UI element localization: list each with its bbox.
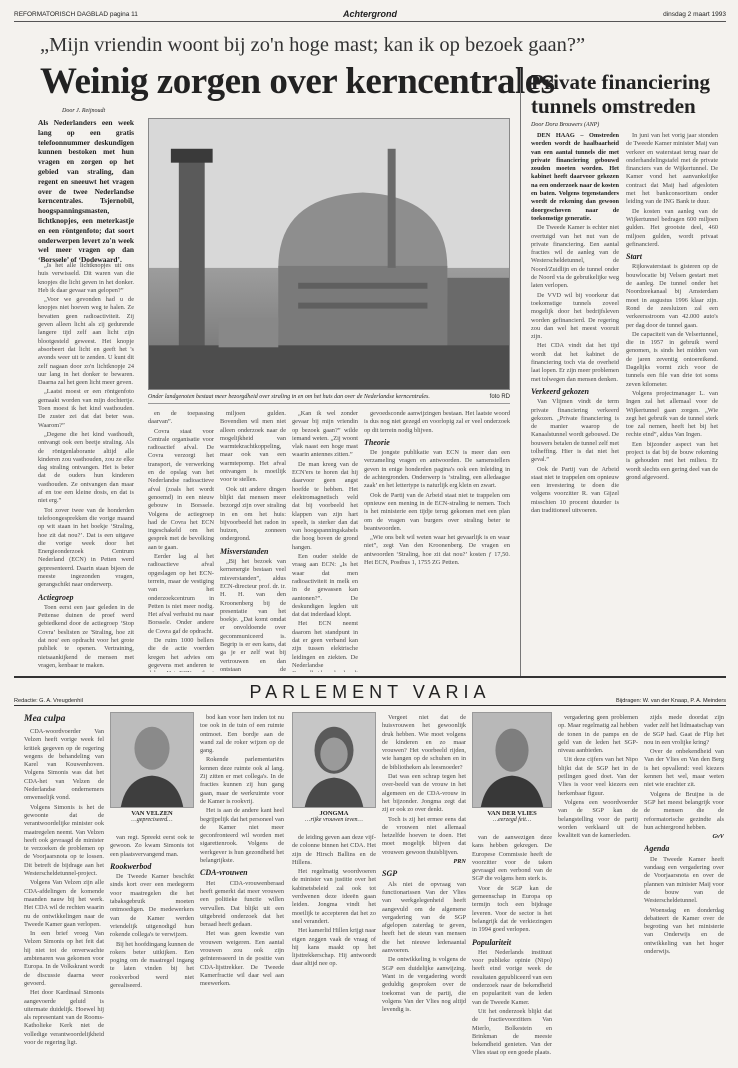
mea-culpa-title: Mea culpa: [24, 714, 66, 724]
paragraph: Het kamerlid Hillen krijgt naar eigen zeggen vaak de vraag of hij kans maakt op het lijsttrekkerschap. Hij antwoordt daar altijd nee op.: [292, 927, 376, 968]
col5b-paragraphs: [364, 449, 510, 567]
paragraph: bod kan voor hen inden tot nu toe ook in de tuin of een ruimte ontmoet. Een bordje aan de wand zal de roker wijzen op de gang.: [200, 714, 284, 755]
paragraph: miljoen gulden. Bovendien wil men niet alleen onderzoek naar de mogelijkheid van warmtekrachtkoppeling, maar ook van een warmtepomp. Het afval ontvangen is moeilijk voor te stellen.: [220, 410, 286, 484]
paragraph: De capaciteit van de Velsertunnel, die in 1957 in gebruik werd genomen, is sinds het midden van de jaren zeventig ontoereikend. Dagelijks vormt zich voor de tunnels een file van drie tot soms zeven kilometer.: [626, 330, 718, 388]
paragraph: Het CDA vindt dat het tijd wordt dat het kabinet de financiering toch via de overheid laat lopen. Er zijn meer problemen met tolwegen dan mensen denken.: [531, 342, 619, 383]
parlement-column-8: [644, 714, 724, 1060]
article-kicker: „Mijn vriendin woont bij zo'n hoge mast; kan ik op bezoek gaan?”: [40, 34, 586, 56]
banner-title: PARLEMENT VARIA: [249, 682, 491, 702]
paragraph: van de aanwezigen deze kans hebben gekregen. De Europese Commissie heeft de voorzitter voor de taken gevraagd een verbond van de SGP die volgens hem sterk is.: [472, 834, 552, 883]
parlement-col7-paragraphs: [558, 714, 638, 840]
col5-subheading: Theorie: [364, 437, 390, 447]
jongma-name: JONGMA: [319, 810, 349, 817]
header-date: dinsdag 2 maart 1993: [663, 11, 726, 18]
paragraph: Volgens een woordvoerder van de SGP kan de belangstelling voor de partij worden verklaard uit de kwaliteit van de kamerleden.: [558, 798, 638, 840]
paragraph: Het Nederlands instituut voor publieke opinie (Nipo) heeft eind vorige week de resultaten gepubliceerd van een onderzoek naar de bekendheid en populariteit van de leden van de Tweede Kamer.: [472, 948, 552, 1006]
paragraph: zijds mede doordat zijn vader zelf het lidmaatschap van de SGP had. Gaat de Flip het nou in een vrolijke kring?: [644, 714, 724, 746]
paragraph: Een bijzonder aspect van het project is dat bij de bouw rekening is gehouden met het milieu. Er wordt slechts een gering deel van de grond afgevoerd.: [626, 440, 718, 481]
article-column-2: [148, 410, 214, 672]
van-velzen-caption: [110, 810, 194, 823]
paragraph: Toch is zij het ermee eens dat de vrouwen niet allemaal hetzelfde hoeven te doen. Het moet mogelijk blijven dat vrouwen gewoon thuisblijven.: [382, 815, 466, 856]
paragraph: Woensdag en donderdag debatteert de Kamer over de begroting van het ministerie van Onderwijs en de ontwikkeling van het hoger onderwijs.: [644, 906, 724, 956]
paragraph: In juni van het vorig jaar stonden de Tweede Kamer minister Maij van verkeer en waterstaat terug naar de onderhandelingstafel met de private financiers van de Wijkertunnel. De Kamer vond het aanvankelijke contract dat Maij had afgesloten met het bankconsortium onder leiding van de ING Bank te duur.: [626, 132, 718, 206]
paragraph: De Tweede Kamer beschikt sinds kort over een medegorm voor maatregelen die het tabaksgebruik moeten ontmoedigen. De medewerkers van de Kamer werden vriendelijk uitgenodigd hun rokende collega's te verwijzen.: [110, 873, 194, 939]
paragraph: De kosten van aanleg van de Wijkertunnel bedragen 600 miljoen gulden. Het grootste deel, 460 miljoen gulden, wordt privaat gefinancierd.: [626, 207, 718, 248]
paragraph: Het door Kardinaal Simonis aangevoerde geluid is uitermate duidelijk. Hoewel hij als representant van de Rooms-Katholieke Kerk niet de volledige verantwoordelijkheid voor de regering ligt.: [24, 989, 104, 1046]
paragraph: „Wie ons belt wil weten waar het gevaarlijk is en waar niet”, zegt Van den Kroonenberg. De vragen en antwoorden ‘Straling, hoe zit dat nou?’ kosten ƒ 17,50. Het ECN, Postbus 1, 1755 ZG Petten.: [364, 534, 510, 567]
paragraph: Ook de Partij van de Arbeid staat niet te trappelen om opnieuw een mening in de ECN-straling te nemen. Toch is het ministerie een tijdje terug gekomen met een plan om de vragen van burgers over straling beter te beantwoorden.: [364, 491, 510, 532]
photo-caption-text: Onder landgenoten bestaat meer bezorgdheid over straling in en om het huis dan over de Nederlandse kerncentrales.: [148, 394, 430, 400]
portrait-van-der-vlies: [472, 712, 552, 808]
van-velzen-name: VAN VELZEN: [131, 810, 173, 817]
parlement-column-2: [110, 834, 194, 1060]
paragraph: Het CDA-vrouwenberaad heeft gemerkt dat meer vrouwen een politieke functie willen vervullen. Dat blijkt uit een uitgebreid onderzoek dat het beraad heeft gedaan.: [200, 879, 284, 929]
paragraph: Uit het onderzoek blijkt dat de fractievoorzitters Van Mierlo, Bolkestein en Brinkman de meeste bekendheid genieten. Van der Vlies staat op een goede plaats.: [472, 1007, 552, 1057]
parlement-column-5: [382, 714, 466, 1060]
parlement-column-6: [472, 834, 552, 1060]
paragraph: Volgens Simonis is het de gewoonte dat de verantwoordelijke minister ook maatregelen neemt. Van Velzen heeft ook gevraagd de minister te verzoeken de problemen op de Voorjaarsnota op te lossen. Dit betreft de bijdrage aan het Westerscheldetunnel-project.: [24, 803, 104, 878]
paragraph: Covra staat voor Centrale organisatie voor radioactief afval. De Covra verzorgt het transport, de verwerking en de opslag van het Nederlandse radioactieve afval (zoals het wordt genoemd) in een nieuw gebouw in Borssele. Volgens de actiegroep had de Covra het ECN ingeschakeld om het gesprek met de bevolking aan te gaan.: [148, 427, 214, 551]
paragraph: De jongste publikatie van ECN is meer dan een verzameling vragen en antwoorden. De samenstellers geven in enige honderden pagina's ook een inleiding in de achtergronden. Onderwerp is ‘straling, een alledaagse zaak’ en het lettertype is naturlijk erg klein en zwart.: [364, 449, 510, 490]
article-column-5: [364, 410, 510, 672]
sidebar-lead: DEN HAAG – Omstreden worden wordt de haalbaarheid van een aantal tunnels die met private financiering gebouwd zouden moeten worden. Het kabinet heeft daarvoor gekozen na een onderzoek naar de kosten en baten. Volgens tegenstanders wordt de rekening dan gewoon doorgeschoven naar de toekomstige generatie.: [531, 132, 619, 222]
paragraph: Het is aan de andere kant heel begrijpelijk dat het personeel van de Kamer niet meer geconfronteerd wil worden met sigarettenrook. Volgens de werkgever is hun gezondheid het belangrijkste.: [200, 807, 284, 865]
van-velzen-subcaption: …gepreciseerd…: [131, 817, 173, 823]
article-lead: Als Nederlanders een week lang op een gratis telefoonnummer deskundigen kunnen bestoken met hun vragen en zorgen op het gebied van straling, dan regent en sneeuwt het vragen over de twee Nederlandse kerncentrales. Tsjernobil, hoogspanningsmasten, lichtknopjes, een meterkastje en een röntgenfoto; dat soort onderwerpen levert zo'n week wel meer vragen op dan ‘Borssele’ of ‘Dodewaard’.: [38, 118, 134, 265]
paragraph: Vergeet niet dat de huisvrouwen het gewoonlijk druk hebben. Wie moet volgens de kinderen en zo maar vrouwen? Het voorbeeld rijden, wie hangen op de schuhen en in de bibliotheken als leesmoeder?: [382, 714, 466, 771]
jongma-caption: [292, 810, 376, 823]
jongma-subcaption: …rijke vrouwen ieven…: [305, 817, 363, 823]
van-der-vlies-subcaption: …eerzegd feit…: [492, 817, 532, 823]
paragraph: Bij het hoofdingang kunnen de rokers beter uitkijken. Een poging om de maatregel ingang te laten vinden bij het rookverbod werd niet gerealiseerd.: [110, 940, 194, 990]
nuclear-plant-photo: [148, 118, 510, 390]
article-headline: Weinig zorgen over kerncentrales: [40, 61, 555, 102]
col3-paragraphs: [220, 410, 286, 544]
paragraph: en de toepassing daarvan”.: [148, 410, 214, 426]
sgp-paragraphs: [382, 881, 466, 1015]
paragraph: „Is het alle lichtknopjes uit ons huis verwisseld. Dit waren van die knopjes die licht geven in het donker. Heb ik daar gevaar van gelopen?”: [38, 262, 134, 294]
paragraph: De Tweede Kamer is echter niet overtuigd van het nut van de private financiering. Een aantal fracties wil de aanleg van de Westerscheldetunnel, de Noord/Zuidlijn en de tunnel onder de Noord via de gebruikelijke weg laten verlopen.: [531, 224, 619, 290]
paragraph: Volgens Van Velzen zijn alle CDA-afdelingen de komende maanden nauw bij het werk. Het CDA wil de rechten waarin nu de ontwikkelingen naar de Tweede Kamer gaan verlopen.: [24, 879, 104, 928]
col4-paragraphs: [292, 410, 358, 672]
paragraph: „Kan ik wel zonder gevaar bij mijn vriendin op bezoek gaan?” wilde iemand weten. „Zij woont vlak naast een hoge mast waarin antennes zitten.”: [292, 410, 358, 459]
paragraph: Rokende parlementariërs kennen deze ruimte ook al lang. Zij zitten er met collega's. In de fracties kunnen zij hun gang gaan, maar de werkruimte voor de Kamer is rookvrij.: [200, 756, 284, 805]
parlement-varia-banner: [14, 676, 726, 706]
col1b-paragraphs: [38, 604, 134, 670]
article-column-1: [38, 262, 134, 672]
header-section: Achtergrond: [343, 9, 397, 19]
agenda-title: Agenda: [644, 844, 670, 854]
parlement-column-3: [200, 714, 284, 1060]
column-5-signature: PRN: [453, 858, 466, 866]
paragraph: Als niet de opvraag van functionarissen Van der Vlies van werkgelegenheid heeft aangevuld om de algemene vergadering van de SGP afgelopen zaterdag te geven, heeft het de steun van mensen die het nieuwe ledenaantal aanvoeren.: [382, 880, 466, 955]
portrait-jongma: [292, 712, 376, 808]
paragraph: Het ECN neemt daarom het standpunt in dat er geen verband kan zijn tussen elektrische leidingen en ziekten. De Nederlandse: [292, 620, 358, 669]
paragraph: vergadering geen problemen op. Maar regelmatig zal hebben de tonen in de pamps en de geld van de leden het SGP-niveau aanbieden.: [558, 714, 638, 755]
parlement-column-4: [292, 834, 376, 1060]
paragraph: de leiding geven aan deze vijf-de colonne binnen het CDA. Het zijn de Hirsch Ballins en de Hillens.: [292, 834, 376, 866]
cda-vrouwen-paragraphs: [200, 880, 284, 989]
sidebar-col-a-paragraphs: [531, 224, 619, 384]
col5-paragraphs: [364, 410, 510, 435]
sidebar-col-a2-paragraphs: [531, 398, 619, 515]
paragraph: Een ouder stelde de vraag aan ECN: „Is het waar dat men radioactiviteit in melk en in de gewassen kan aantonen?”. De deskundigen legden uit dat dat inderdaad klopt.: [292, 553, 358, 619]
parlement-col4-paragraphs: [292, 834, 376, 969]
column-8-signature: GvV: [712, 833, 724, 841]
paragraph: Voor de SGP kan de gemeenschap in Europa op termijn toch een bijdrage leveren. Voor de sector is het belangrijk dat de verkiezingen in 1994 goed verlopen.: [472, 884, 552, 934]
parlement-col6-paragraphs: [472, 834, 552, 935]
paragraph: „Degene die het kind vasthoudt, ontvangt ook een beetje straling. Als de röntgenlaborante altijd alle kinderen zou vasthouden, zou ze elke dag straling ontvangen. Het is beter dat de ouders hun kinderen vasthouden. Ze ontvangen dan maar af en toe een kleine dosis, en dat is niet erg.”: [38, 430, 134, 505]
paragraph: Ook uit andere dingen blijkt dat mensen meer bezorgd zijn over straling in en om het huis: bijvoorbeeld het radon in huizen, zonneen ondergrond.: [220, 485, 286, 543]
paragraph: Ook de Partij van de Arbeid staat niet te trappelen om opnieuw een investering te doen die volgens voorzitter R. van Gijzel misschien 10 procent duurder is dan traditioneel uitvoeren.: [531, 465, 619, 515]
sidebar-col-b2-paragraphs: [626, 263, 718, 482]
page-header: [14, 8, 726, 22]
paragraph: Volgens de Bruijne is de SGP het meest belangrijk voor de mensen die de reformatorische gezindte als hun achtergrond hebben.: [644, 790, 724, 831]
paragraph: van regt. Spreekt eerst ook te gewoon. Zo kwam Simonis tot een plaatsvervangend man.: [110, 834, 194, 858]
sidebar-subheading-a: Verkeerd gekozen: [531, 386, 589, 396]
van-der-vlies-caption: [472, 810, 552, 823]
parlement-col5-paragraphs: [382, 714, 466, 857]
header-paper-name: REFORMATORISCH DAGBLAD pagina 11: [14, 11, 138, 18]
paragraph: Over de onbekendheid van Van der Vlies en Van den Berg is het opvallend: veel kiezers kennen het wel, maar weten niet wie erachter zit.: [644, 748, 724, 789]
populariteit-title: Populariteit: [472, 937, 512, 947]
paragraph: De ontwikkeling is volgens de SGP een duidelijke aanwijzing. Want in de vergadering wordt geduldig gesproken over de toekomst van de partij, die volgens Van der Vlies nog altijd levendig is.: [382, 956, 466, 1014]
mea-culpa-paragraphs: [24, 728, 104, 1047]
col1-paragraphs: [38, 262, 134, 590]
sidebar-col-b-paragraphs: [626, 132, 718, 249]
article-column-3: [220, 410, 286, 672]
cda-vrouwen-title: CDA-vrouwen: [200, 868, 248, 878]
article-byline: Door J. Reijnoudt: [62, 108, 106, 114]
mea-culpa-column: [24, 728, 104, 1060]
paragraph: De VVD wil bij voorkeur dat toekomstige tunnels zoveel mogelijk door het bedrijfsleven worden gefinancierd. De regering zou dan wel het meest vooruit zijn.: [531, 291, 619, 341]
parlement-col2-paragraphs: [110, 834, 194, 859]
parlement-column-7: [558, 714, 638, 1060]
agenda-paragraphs: [644, 856, 724, 957]
paragraph: De man kreeg van de ECN'ers te horen dat hij daarvoor geen angst hoefde te hebben. Het elektromagnetisch veld dat bij voorbeeld het klappen van zijn hart speelt, is sterker dan dat van hoogspanningskabels die hoog boven de grond hangen.: [292, 460, 358, 551]
paragraph: De Tweede Kamer heeft vandaag een vergadering over de Voorjaarsnota en over de plannen van minister Maij voor de bouw van de Westerscheldetunnel.: [644, 855, 724, 905]
photo-credit: foto RD: [489, 394, 510, 400]
parlement-col3-paragraphs: [200, 714, 284, 865]
paragraph: Volgens projectmanager L. van Ingen zal het allemaal voor de Wijkertunnel gaan zorgen. „Wie zegt het gebruik van de tunnel sterk toe zal nemen, heeft het bij het rechte eind”, aldus Van Ingen.: [626, 389, 718, 439]
paragraph: Toen eerst een jaar geleden in de Pettense duinen de proef werd gebiedkend door de actiegroep ‘Stop Covra’ beslisten ze 'Straling, hoe zit dat nou' een opdracht voor het grote publiek te openen. Vertraining, nietsaankijkend de mensen met vragen, kenbaar te maken.: [38, 603, 134, 669]
paragraph: Uit deze cijfers van het Nipo blijkt dat de SGP het in de peilingen goed doet. Van der Vlies is voor veel kiezers een herkenbaar figuur.: [558, 756, 638, 797]
paragraph: „Laatst moest er een röntgenfoto gemaakt worden van mijn dochtertje. Toen moest ik het kind vasthouden. De zuster zei dat dat beter was. Waarom?”: [38, 388, 134, 429]
paragraph: Eerder lag al het radioactieve afval opgeslagen op het ECN-terrein, maar de vestiging van het onderzoekcentrum in Petten is niet meer nodig. Het afval verhuist nu naar Borssele. Onder andere de Covra gaf de opdracht.: [148, 553, 214, 635]
paragraph: In een brief vroeg Van Velzen Simonis op het feit dat hij niet tot de onverwachte ambtenaren was gekomen voor Europa. In de Volkskrant wordt de discussie daarna weer gevoerd.: [24, 930, 104, 987]
banner-editor-left: Redactie: G. A. Vreugdenhil: [14, 698, 83, 704]
paragraph: Van Vlijmen vindt de term private financiering verkeerd gekozen. „Private financiering is de manier waarop de Kanaalstunnel wordt gebouwd. De bouwers betalen de tunnel zelf met tolheffing. Hier is dat niet het geval.”: [531, 398, 619, 464]
rookwerbod-paragraphs: [110, 873, 194, 990]
sidebar-headline: Private financiering tunnels omstreden: [531, 70, 711, 118]
paragraph: gevoedsconde aanwijzingen bestaan. Het laatste woord is dus nog niet gezegd en voorlopig zal er veel onderzoek op dit terrein nodig blijven.: [364, 410, 510, 434]
paragraph: Het was geen kwestie van vrouwen weigeren. Een aantal vrouwen zou ook zijn geïnteresseerd in de positie van CDA-lijsttrekker. De Tweede Kamerfractie wil daar wel aan meewerken.: [200, 930, 284, 988]
paragraph: „Bij het bezoek van kernenergie bestaan veel misverstanden”, aldus ECN-directeur prof. dr. ir. H. H. van den Kroonenberg bij de presentatie van het boekje. „Dat komt omdat er onvoldoende over gecommuniceerd is. Begrip is er een kans, dat ga je er zelf wat bij vertrouwen en dan ontstaan de: [220, 558, 286, 672]
paragraph: „Voor we gevonden had u de knopjes niet hoeven weg te halen. Ze bevatten geen radioactiviteit. Zij geven alleen licht als zij gedurende langere tijd zelf aan licht zijn blootgesteld geweest. Het knopje absorbeert dat licht en geeft het 's avonds weer uit te zenden. U kunt dit zelf nagaan door zo'n lichtknopje 24 uur lang in het donker te bewaren. Daarna zal het geen licht meer geven.: [38, 296, 134, 387]
banner-editor-right: Bijdragen: W. van der Knaap, P. A. Meinders: [616, 698, 726, 704]
paragraph: CDA-woordvoerder Van Velzen heeft vorige week fel kritiek gegeven op de regering wegens de behandeling van Karel van Kouwenhoven. Volgens Simonis was dat het CDA-het van Velzen de Nederlandse ondernemers onwenselijk vond.: [24, 728, 104, 802]
paragraph: Dat was een schrap tegen het over-beeld van de vrouw in het algemeen en de CDA-vrouw in het bijzonder. Jongma zegt dat zij er ook zo over denkt.: [382, 773, 466, 814]
sidebar-column-2: [626, 132, 718, 672]
paragraph: De ruim 1000 bellers die de actie voerden kregen het advies om gegevens met anderen te: [148, 637, 214, 669]
sidebar-subheading-b: Start: [626, 252, 643, 262]
rookwerbod-title: Rookwerbod: [110, 861, 152, 871]
sidebar-byline: Door Dora Brouwers (ANP): [531, 122, 600, 128]
photo-caption: [148, 394, 510, 404]
populariteit-paragraphs: [472, 949, 552, 1058]
paragraph: Tot zover twee van de honderden telefoongesprekken die vorige maand op wit staan in het boekje ‘Straling, hoe zit dat nou?’. Dat is een uitgave die vorige week door het Energieonderzoek Centrum Nederland (ECN) in Petten werd gepresenteerd. Daarin staan bijeen de meeste ingezonden vragen, gerangschikt naar onderwerp.: [38, 506, 134, 589]
portrait-van-velzen: [110, 712, 194, 808]
parlement-col8-paragraphs: [644, 714, 724, 832]
sgp-title: SGP: [382, 869, 398, 879]
col1-subheading: Actiegroep: [38, 592, 74, 602]
paragraph: Rijkswaterstaat is gisteren op de bouwlocatie bij Velsen gestart met de aanleg. De tunnel onder het Noordzeekanaal bij Amsterdam moet in augustus 1996 klaar zijn. Rond de zeesluizen zal een verkeersstroom van 42.000 auto's per dag door de tunnel gaan.: [626, 263, 718, 329]
col3b-paragraphs: [220, 558, 286, 672]
paragraph: Het regelmatig woordvoeren de minister van justitie over het kabinetsbeleid zal ook tot verdwenen deze ideeën gaan leiden. Jongma vindt het moeilijk te accepteren dat het zo snel verandert.: [292, 868, 376, 925]
sidebar-column-1: [531, 132, 619, 672]
col3-subheading: Misverstanden: [220, 546, 269, 556]
van-der-vlies-name: VAN DER VLIES: [487, 810, 537, 817]
col2-paragraphs: [148, 410, 214, 672]
article-column-4: [292, 410, 358, 672]
